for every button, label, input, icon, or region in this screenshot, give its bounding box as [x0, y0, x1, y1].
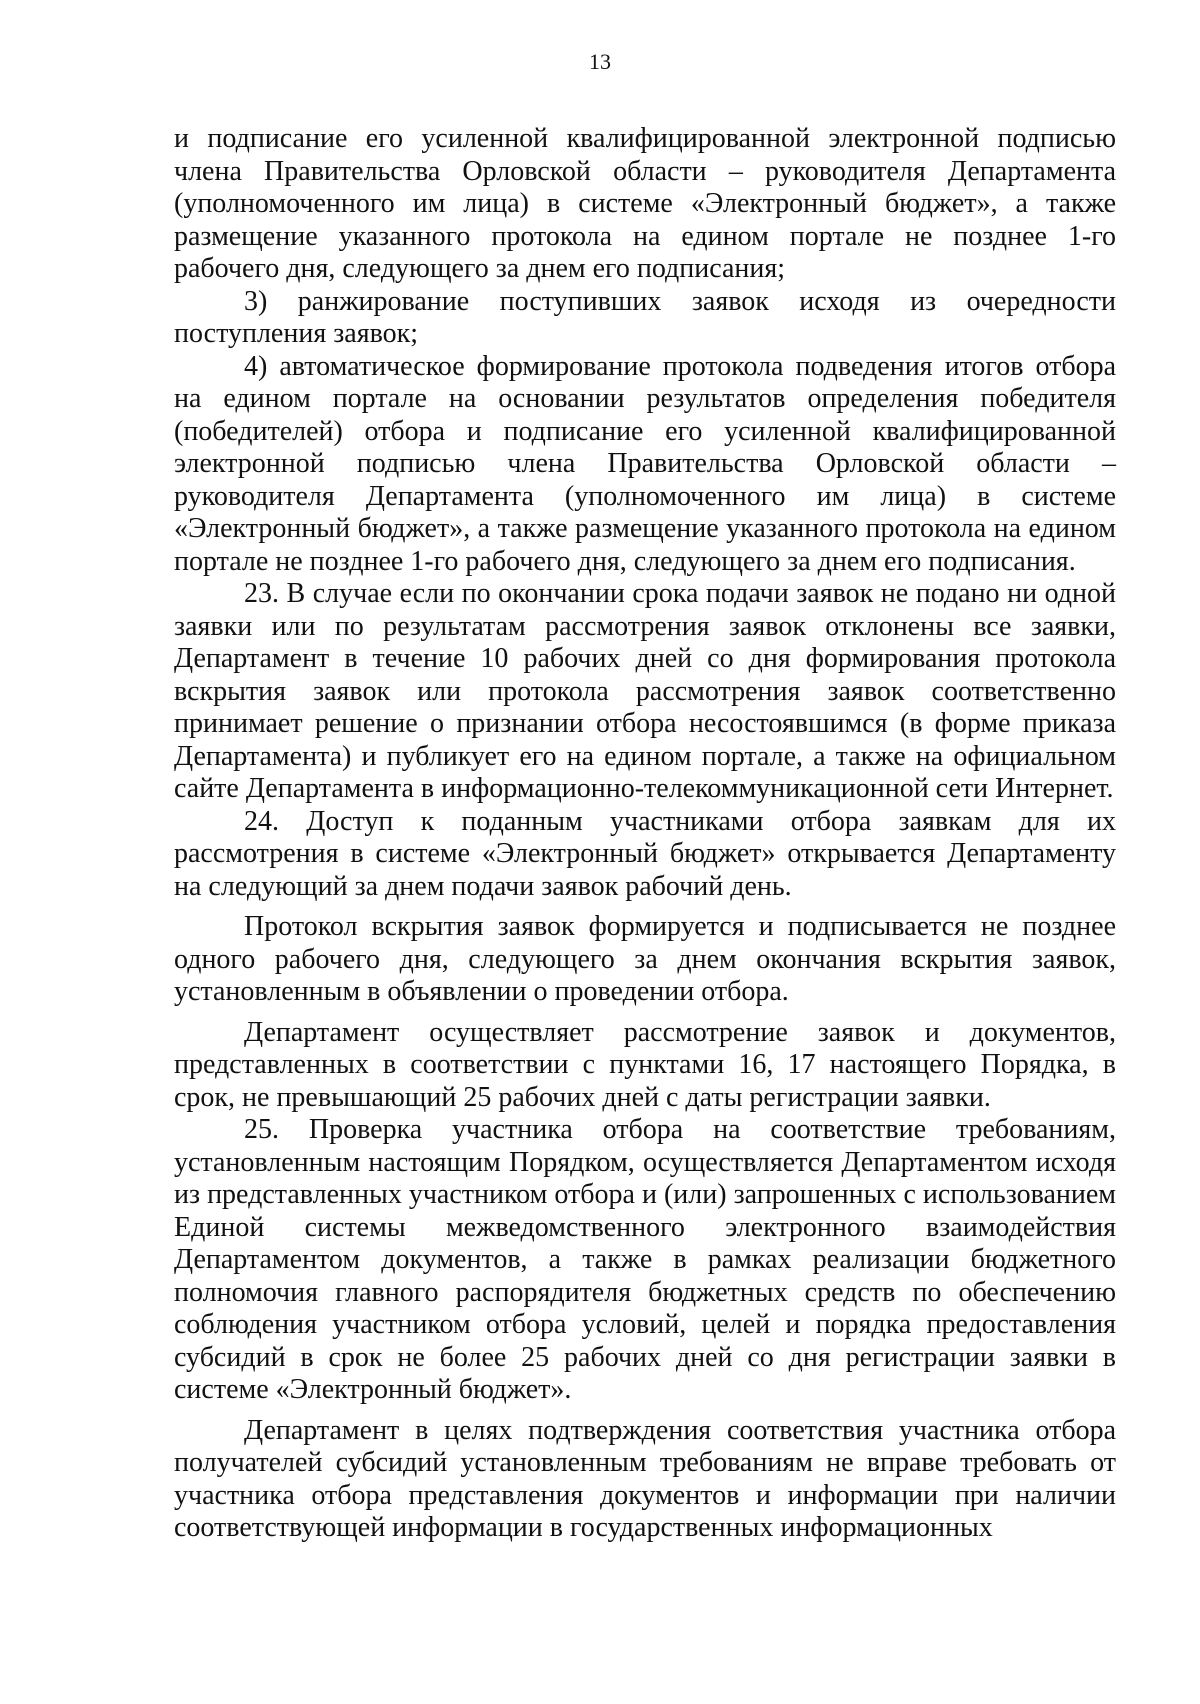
document-body	[174, 123, 1116, 1545]
paragraph-opening-protocol: Протокол вскрытия заявок формируется и подписывается не позднее одного рабочего дня, следующего за днем окончания вскрытия заявок, установленным в объявлении о проведении отбора.	[174, 911, 1116, 1007]
paragraph-review-term: Департамент осуществляет рассмотрение заявок и документов, представленных в соответствии с пунктами 16, 17 настоящего Порядка, в срок, не превышающий 25 рабочих дней с даты регистрации заявки.	[174, 1016, 1116, 1113]
page-number: 13	[589, 49, 611, 74]
paragraph-clause-24: 24. Доступ к поданным участниками отбора заявкам для их рассмотрения в системе «Электронный бюджет» открывается Департаменту на следующий за днем подачи заявок рабочий день.	[174, 805, 1116, 902]
paragraph-item-4: 4) автоматическое формирование протокола подведения итогов отбора на едином портале на основании результатов определения победителя (победителей) отбора и подписание его усиленной квалифицированной электронной подписью члена Правительства Орловской области – руководителя Департамента (уполномоченного им лица) в системе «Электронный бюджет», а также размещение указанного протокола на едином портале не позднее 1-го рабочего дня, следующего за днем его подписания.	[174, 350, 1116, 577]
paragraph-clause-25: 25. Проверка участника отбора на соответствие требованиям, установленным настоящим Порядком, осуществляется Департаментом исходя из представленных участником отбора и (или) запрошенных с использованием Единой системы межведомственного электронного взаимодействия Департаментом документов, а также в рамках реализации бюджетного полномочия главного распорядителя бюджетных средств по обеспечению соблюдения участником отбора условий, целей и порядка предоставления субсидий в срок не более 25 рабочих дней со дня регистрации заявки в системе «Электронный бюджет».	[174, 1114, 1116, 1405]
paragraph-item-3: 3) ранжирование поступивших заявок исходя из очередности поступления заявок;	[174, 285, 1116, 349]
paragraph-no-request-rule: Департамент в целях подтверждения соответствия участника отбора получателей субсидий установленным требованиям не вправе требовать от участника отбора представления документов и информации при наличии соответствующей информации в государственных информационных	[174, 1414, 1116, 1543]
paragraph-clause-23: 23. В случае если по окончании срока подачи заявок не подано ни одной заявки или по результатам рассмотрения заявок отклонены все заявки, Департамент в течение 10 рабочих дней со дня формирования протокола вскрытия заявок или протокола рассмотрения заявок соответственно принимает решение о признании отбора несостоявшимся (в форме приказа Департамента) и публикует его на едином портале, а также на официальном сайте Департамента в информационно-телекоммуникационной сети Интернет.	[174, 578, 1116, 804]
paragraph-continuation: и подписание его усиленной квалифицированной электронной подписью члена Правительства Орловской области – руководителя Департамента (уполномоченного им лица) в системе «Электронный бюджет», а также размещение указанного протокола на едином портале не позднее 1-го рабочего дня, следующего за днем его подписания;	[174, 123, 1116, 284]
